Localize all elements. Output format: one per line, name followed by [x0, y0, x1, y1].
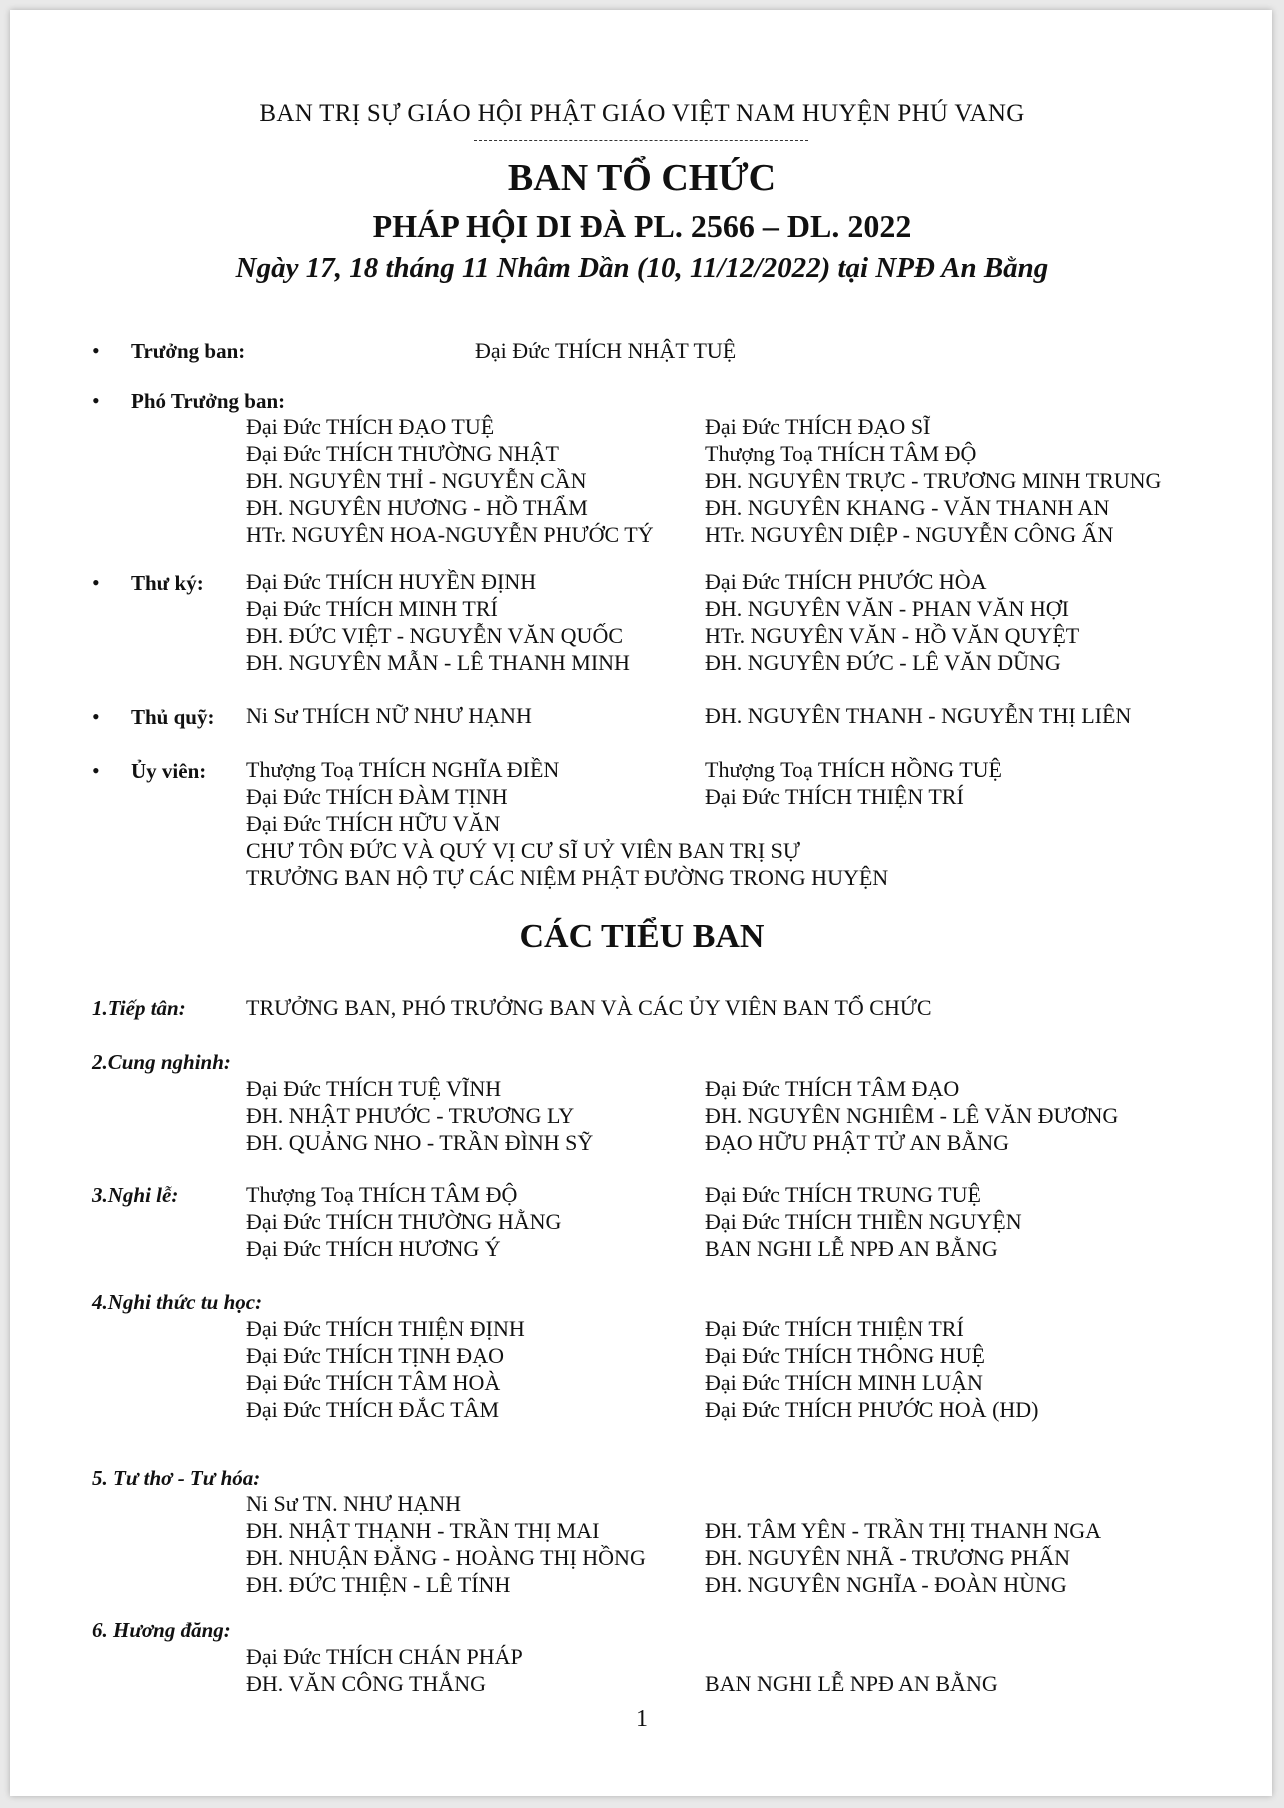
label-pho-truong-ban: Phó Trưởng ban:: [131, 389, 286, 413]
list-item: Thượng Toạ THÍCH NGHĨA ĐIỀN: [246, 757, 560, 782]
label-thu-quy: Thủ quỹ:: [131, 705, 215, 729]
list-item: ĐẠO HỮU PHẬT TỬ AN BẰNG: [705, 1130, 1010, 1155]
bullet-icon: •: [92, 570, 100, 595]
list-item: Đại Đức THÍCH THIỆN ĐỊNH: [246, 1316, 525, 1341]
list-item: Đại Đức THÍCH THIỆN TRÍ: [705, 1316, 964, 1341]
label-tu-tho: 5. Tư thơ - Tư hóa:: [92, 1466, 261, 1490]
list-item: HTr. NGUYÊN VĂN - HỒ VĂN QUYỆT: [705, 623, 1080, 648]
list-item: ĐH. NHẬT THẠNH - TRẦN THỊ MAI: [246, 1518, 600, 1543]
list-item: ĐH. TÂM YÊN - TRẦN THỊ THANH NGA: [705, 1518, 1101, 1543]
list-item: Thượng Toạ THÍCH TÂM ĐỘ: [705, 441, 977, 466]
list-item: ĐH. NGUYÊN THANH - NGUYỄN THỊ LIÊN: [705, 703, 1132, 728]
label-nghi-le: 3.Nghi lễ:: [92, 1183, 179, 1207]
list-item: BAN NGHI LỄ NPĐ AN BẰNG: [705, 1236, 998, 1261]
label-cung-nghinh: 2.Cung nghinh:: [92, 1050, 231, 1074]
list-item: CHƯ TÔN ĐỨC VÀ QUÝ VỊ CƯ SĨ UỶ VIÊN BAN TRỊ SỰ: [246, 838, 800, 863]
list-item: Đại Đức THÍCH PHƯỚC HÒA: [705, 569, 987, 594]
list-item: ĐH. VĂN CÔNG THẮNG: [246, 1671, 486, 1696]
list-item: Ni Sư THÍCH NỮ NHƯ HẠNH: [246, 703, 532, 728]
page-number: 1: [636, 1706, 648, 1732]
list-item: ĐH. NGUYÊN MẪN - LÊ THANH MINH: [246, 650, 630, 675]
list-item: Đại Đức THÍCH ĐÀM TỊNH: [246, 784, 508, 809]
label-thu-ky: Thư ký:: [131, 571, 204, 595]
event-title: PHÁP HỘI DI ĐÀ PL. 2566 – DL. 2022: [372, 208, 912, 244]
list-item: Đại Đức THÍCH ĐẠO SĨ: [705, 414, 931, 439]
list-item: ĐH. ĐỨC THIỆN - LÊ TÍNH: [246, 1572, 511, 1597]
list-item: ĐH. NHẬT PHƯỚC - TRƯƠNG LY: [246, 1103, 575, 1128]
list-item: Đại Đức THÍCH HỮU VĂN: [246, 811, 501, 836]
list-item: Đại Đức THÍCH THIỀN NGUYỆN: [705, 1209, 1022, 1234]
truong-ban-name: Đại Đức THÍCH NHẬT TUỆ: [475, 338, 737, 363]
list-item: Đại Đức THÍCH TRUNG TUỆ: [705, 1182, 981, 1207]
list-item: Đại Đức THÍCH CHÁN PHÁP: [246, 1644, 523, 1669]
list-item: ĐH. QUẢNG NHO - TRẦN ĐÌNH SỸ: [246, 1130, 594, 1155]
list-item: HTr. NGUYÊN DIỆP - NGUYỄN CÔNG ẤN: [705, 522, 1114, 547]
list-item: Đại Đức THÍCH TÂM HOÀ: [246, 1370, 501, 1395]
page-title: BAN TỔ CHỨC: [507, 157, 777, 199]
list-item: Đại Đức THÍCH TUỆ VĨNH: [246, 1076, 502, 1101]
list-item: Đại Đức THÍCH THƯỜNG HẰNG: [246, 1209, 562, 1234]
organization-name: BAN TRỊ SỰ GIÁO HỘI PHẬT GIÁO VIỆT NAM HUYỆN PHÚ VANG: [259, 100, 1025, 127]
list-item: HTr. NGUYÊN HOA-NGUYỄN PHƯỚC TÝ: [246, 522, 654, 547]
list-item: ĐH. NGUYÊN KHANG - VĂN THANH AN: [705, 495, 1110, 520]
list-item: TRƯỞNG BAN HỘ TỰ CÁC NIỆM PHẬT ĐƯỜNG TRONG HUYỆN: [246, 865, 889, 890]
list-item: Đại Đức THÍCH THƯỜNG NHẬT: [246, 441, 559, 466]
label-nghi-thuc: 4.Nghi thức tu học:: [92, 1290, 263, 1314]
list-item: ĐH. NGUYÊN ĐỨC - LÊ VĂN DŨNG: [705, 650, 1061, 675]
label-tiep-tan: 1.Tiếp tân:: [92, 996, 186, 1020]
label-truong-ban: Trưởng ban:: [131, 339, 246, 363]
label-huong-dang: 6. Hương đăng:: [92, 1618, 231, 1642]
list-item: TRƯỞNG BAN, PHÓ TRƯỞNG BAN VÀ CÁC ỦY VIÊN BAN TỔ CHỨC: [246, 995, 932, 1020]
list-item: Đại Đức THÍCH TỊNH ĐẠO: [246, 1343, 504, 1368]
bullet-icon: •: [92, 704, 100, 729]
list-item: ĐH. NHUẬN ĐẲNG - HOÀNG THỊ HỒNG: [246, 1545, 646, 1570]
list-item: ĐH. NGUYÊN TRỰC - TRƯƠNG MINH TRUNG: [705, 468, 1162, 493]
bullet-icon: •: [92, 758, 100, 783]
bullet-icon: •: [92, 388, 100, 413]
bullet-icon: •: [92, 338, 100, 363]
section-heading: CÁC TIỂU BAN: [519, 918, 765, 955]
list-item: Thượng Toạ THÍCH HỒNG TUỆ: [705, 757, 1002, 782]
event-date: Ngày 17, 18 tháng 11 Nhâm Dần (10, 11/12/2022) tại NPĐ An Bằng: [235, 252, 1049, 284]
label-uy-vien: Ủy viên:: [131, 759, 207, 783]
list-item: Đại Đức THÍCH ĐẮC TÂM: [246, 1397, 500, 1422]
list-item: ĐH. NGUYÊN NHÃ - TRƯƠNG PHẤN: [705, 1545, 1070, 1570]
header-divider: [474, 140, 808, 141]
list-item: Đại Đức THÍCH THIỆN TRÍ: [705, 784, 964, 809]
list-item: ĐH. NGUYÊN VĂN - PHAN VĂN HỢI: [705, 596, 1070, 621]
list-item: ĐH. NGUYÊN NGHĨA - ĐOÀN HÙNG: [705, 1572, 1067, 1597]
list-item: BAN NGHI LỄ NPĐ AN BẰNG: [705, 1671, 998, 1696]
list-item: ĐH. NGUYÊN HƯƠNG - HỒ THẨM: [246, 495, 588, 520]
list-item: Đại Đức THÍCH MINH TRÍ: [246, 596, 498, 621]
list-item: Đại Đức THÍCH MINH LUẬN: [705, 1370, 983, 1395]
list-item: ĐH. ĐỨC VIỆT - NGUYỄN VĂN QUỐC: [246, 623, 624, 648]
list-item: Đại Đức THÍCH HƯƠNG Ý: [246, 1236, 501, 1261]
list-item: Đại Đức THÍCH THÔNG HUỆ: [705, 1343, 985, 1368]
list-item: ĐH. NGUYÊN THỈ - NGUYỄN CẦN: [246, 468, 587, 493]
list-item: Đại Đức THÍCH HUYỀN ĐỊNH: [246, 569, 537, 594]
list-item: Đại Đức THÍCH TÂM ĐẠO: [705, 1076, 960, 1101]
list-item: Ni Sư TN. NHƯ HẠNH: [246, 1491, 461, 1516]
list-item: ĐH. NGUYÊN NGHIÊM - LÊ VĂN ĐƯƠNG: [705, 1103, 1119, 1128]
list-item: Đại Đức THÍCH PHƯỚC HOÀ (HD): [705, 1397, 1039, 1422]
list-item: Thượng Toạ THÍCH TÂM ĐỘ: [246, 1182, 518, 1207]
list-item: Đại Đức THÍCH ĐẠO TUỆ: [246, 414, 495, 439]
